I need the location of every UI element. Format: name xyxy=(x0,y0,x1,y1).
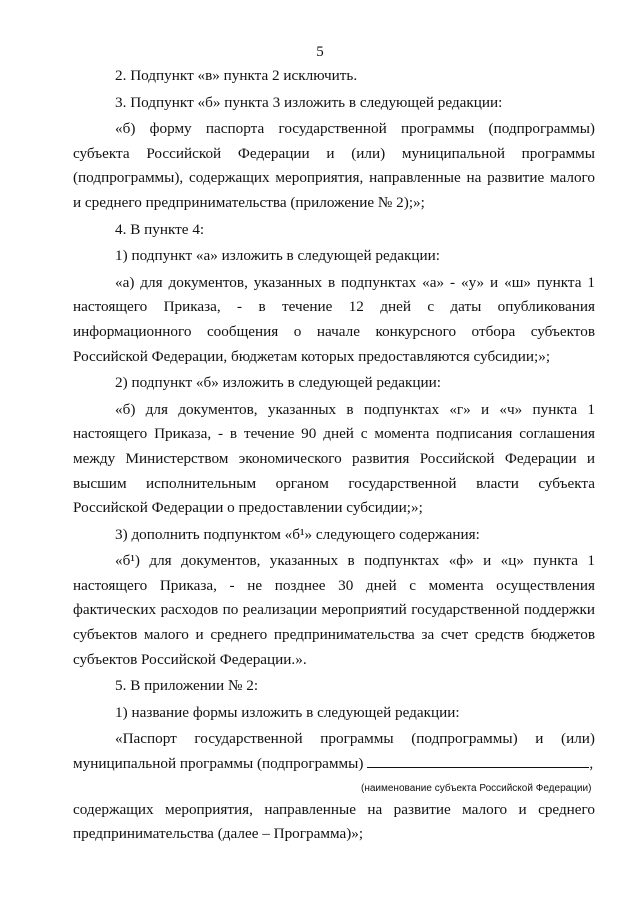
paragraph-subitem-b-text: «б) форму паспорта государственной программы (подпрограммы) субъекта Российской Федерации и (или) муниципальной программы (подпрограммы), содержащих мероприятия, направленные на развитие малого и среднего предпринимательства (приложение № 2);»; xyxy=(73,120,595,211)
paragraph-item-4-2: 2) подпункт «б» изложить в следующей редакции: xyxy=(115,374,441,392)
paragraph-item-4-3: 3) дополнить подпунктом «б¹» следующего содержания: xyxy=(115,525,480,543)
form-title-line-2 xyxy=(73,752,595,777)
paragraph-item-4: 4. В пункте 4: xyxy=(115,220,205,238)
blank-caption: (наименование субъекта Российской Федерации) xyxy=(361,782,592,794)
paragraph-item-4-1: 1) подпункт «а» изложить в следующей редакции: xyxy=(115,247,440,265)
paragraph-subitem-b-new-text: «б) для документов, указанных в подпунктах «г» и «ч» пункта 1 настоящего Приказа, - в течение 90 дней с момента подписания соглашения между Министерством экономического развития Российской Федерации и высшим исполнительным органом государственной власти субъекта Российской Федерации о предоставлении субсидии;»; xyxy=(73,400,595,517)
form-title-line-1: «Паспорт государственной программы (подпрограммы) и (или) xyxy=(115,730,595,748)
page-number: 5 xyxy=(316,44,324,60)
form-title-continuation: содержащих мероприятия, направленные на развитие малого и среднего предпринимательства (далее – Программа)»; xyxy=(73,800,595,843)
paragraph-subitem-a-text: «а) для документов, указанных в подпунктах «а» - «у» и «ш» пункта 1 настоящего Приказа, - в течение 12 дней с даты опубликования информационного сообщения о начале конкурсного отбора субъектов Российской Федерации, бюджетам которых предоставляются субсидии;»; xyxy=(73,273,595,365)
paragraph-item-5: 5. В приложении № 2: xyxy=(115,677,259,695)
paragraph-item-2: 2. Подпункт «в» пункта 2 исключить. xyxy=(115,67,358,84)
document-body xyxy=(73,64,595,847)
paragraph-item-5-1: 1) название формы изложить в следующей редакции: xyxy=(115,703,460,721)
form-title-line-2-text: муниципальной программы (подпрограммы) xyxy=(73,755,364,773)
paragraph-item-3: 3. Подпункт «б» пункта 3 изложить в следующей редакции: xyxy=(115,93,503,111)
paragraph-subitem-b1-text: «б¹) для документов, указанных в подпунктах «ф» и «ц» пункта 1 настоящего Приказа, - не позднее 30 дней с момента осуществления фактических расходов по реализации мероприятий государственной поддержки субъектов малого и среднего предпринимательства за счет средств бюджетов субъектов Российской Федерации.». xyxy=(73,552,595,668)
subject-name-blank xyxy=(367,753,589,768)
form-title-line-2-comma: , xyxy=(589,755,594,773)
